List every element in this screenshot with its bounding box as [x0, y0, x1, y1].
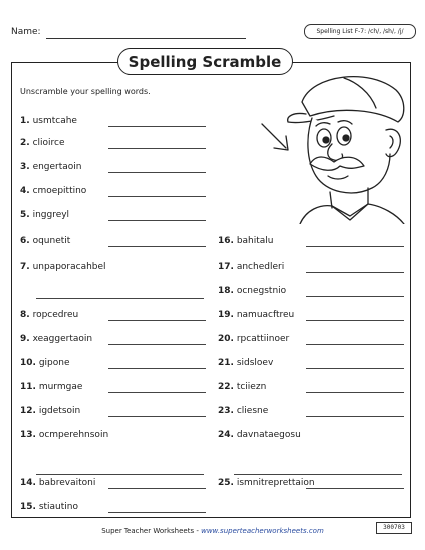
scrambled-word: unpaporacahbel: [32, 262, 106, 272]
word-item: [20, 358, 70, 368]
scrambled-word: namuacftreu: [236, 310, 295, 320]
item-number: 25.: [218, 478, 234, 488]
scrambled-word: ocmperehnsoin: [38, 430, 109, 440]
answer-line[interactable]: [108, 368, 206, 369]
item-number: 1.: [20, 116, 30, 126]
item-number: 7.: [20, 262, 30, 272]
name-label: Name:: [11, 27, 41, 37]
answer-line[interactable]: [108, 148, 206, 149]
word-item: [20, 382, 82, 392]
word-item: [20, 310, 78, 320]
scrambled-word: gipone: [38, 358, 70, 368]
answer-line[interactable]: [108, 126, 206, 127]
answer-line[interactable]: [108, 344, 206, 345]
scrambled-word: bahitalu: [236, 236, 274, 246]
word-item: [218, 406, 268, 416]
scrambled-word: murmgae: [38, 382, 83, 392]
word-item: [20, 138, 65, 148]
scrambled-word: ocnegstnio: [236, 286, 287, 296]
worksheet-title: Spelling Scramble: [117, 48, 293, 75]
cartoon-man-illustration: [260, 64, 408, 224]
item-number: 15.: [20, 502, 36, 512]
answer-line[interactable]: [108, 392, 206, 393]
word-item: [20, 334, 92, 344]
word-item: [20, 430, 108, 440]
scrambled-word: ropcedreu: [32, 310, 79, 320]
answer-line[interactable]: [306, 488, 404, 489]
word-item: [20, 186, 86, 196]
answer-line[interactable]: [108, 320, 206, 321]
name-line[interactable]: [46, 38, 246, 39]
item-number: 6.: [20, 236, 30, 246]
item-number: 23.: [218, 406, 234, 416]
item-number: 4.: [20, 186, 30, 196]
word-item: [218, 334, 289, 344]
answer-line[interactable]: [108, 172, 206, 173]
word-item: [20, 262, 106, 272]
scrambled-word: igdetsoin: [38, 406, 81, 416]
item-number: 24.: [218, 430, 234, 440]
answer-line[interactable]: [306, 246, 404, 247]
item-number: 14.: [20, 478, 36, 488]
answer-line[interactable]: [108, 196, 206, 197]
item-number: 19.: [218, 310, 234, 320]
answer-line[interactable]: [36, 474, 204, 475]
word-item: [218, 382, 266, 392]
scrambled-word: cmoepittino: [32, 186, 87, 196]
answer-line[interactable]: [108, 512, 206, 513]
scrambled-word: oqunetit: [32, 236, 71, 246]
footer-brand: Super Teacher Worksheets -: [101, 527, 202, 535]
word-item: [20, 478, 95, 488]
word-item: [20, 406, 80, 416]
word-item: [20, 236, 70, 246]
footer-url[interactable]: www.superteacherworksheets.com: [201, 527, 324, 535]
worksheet-code: 300703: [376, 522, 412, 534]
item-number: 16.: [218, 236, 234, 246]
scrambled-word: engertaoin: [32, 162, 82, 172]
item-number: 13.: [20, 430, 36, 440]
scrambled-word: usmtcahe: [32, 116, 77, 126]
item-number: 3.: [20, 162, 30, 172]
scrambled-word: cliesne: [236, 406, 269, 416]
word-item: [218, 358, 273, 368]
answer-line[interactable]: [306, 296, 404, 297]
answer-line[interactable]: [108, 220, 206, 221]
item-number: 21.: [218, 358, 234, 368]
item-number: 11.: [20, 382, 36, 392]
scrambled-word: xeaggertaoin: [32, 334, 93, 344]
answer-line[interactable]: [234, 474, 402, 475]
scrambled-word: rpcattiinoer: [236, 334, 290, 344]
arrow-icon: [262, 124, 288, 150]
answer-line[interactable]: [306, 272, 404, 273]
item-number: 22.: [218, 382, 234, 392]
answer-line[interactable]: [306, 344, 404, 345]
item-number: 17.: [218, 262, 234, 272]
scrambled-word: sidsloev: [236, 358, 274, 368]
scrambled-word: tciiezn: [236, 382, 267, 392]
word-item: [20, 210, 69, 220]
word-item: [218, 478, 315, 488]
item-number: 8.: [20, 310, 30, 320]
scrambled-word: inggreyl: [32, 210, 70, 220]
scrambled-word: anchedleri: [236, 262, 285, 272]
answer-line[interactable]: [306, 416, 404, 417]
word-item: [20, 116, 77, 126]
answer-line[interactable]: [306, 320, 404, 321]
answer-line[interactable]: [108, 246, 206, 247]
answer-line[interactable]: [108, 416, 206, 417]
answer-line[interactable]: [36, 298, 204, 299]
word-item: [218, 310, 294, 320]
word-item: [20, 502, 78, 512]
scrambled-word: babrevaitoni: [38, 478, 96, 488]
word-item: [218, 430, 301, 440]
item-number: 10.: [20, 358, 36, 368]
word-item: [218, 262, 284, 272]
item-number: 12.: [20, 406, 36, 416]
spelling-list-badge: Spelling List F-7: /ch/, /sh/, /j/: [304, 24, 416, 39]
word-item: [218, 286, 286, 296]
item-number: 5.: [20, 210, 30, 220]
instructions: Unscramble your spelling words.: [20, 87, 151, 96]
scrambled-word: ismnitreprettaion: [236, 478, 315, 488]
item-number: 2.: [20, 138, 30, 148]
answer-line[interactable]: [306, 368, 404, 369]
word-item: [218, 236, 274, 246]
footer: [0, 527, 425, 535]
scrambled-word: davnataegosu: [236, 430, 301, 440]
item-number: 9.: [20, 334, 30, 344]
answer-line[interactable]: [306, 392, 404, 393]
answer-line[interactable]: [108, 488, 206, 489]
item-number: 18.: [218, 286, 234, 296]
item-number: 20.: [218, 334, 234, 344]
scrambled-word: clioirce: [32, 138, 65, 148]
scrambled-word: stiautino: [38, 502, 79, 512]
word-item: [20, 162, 82, 172]
